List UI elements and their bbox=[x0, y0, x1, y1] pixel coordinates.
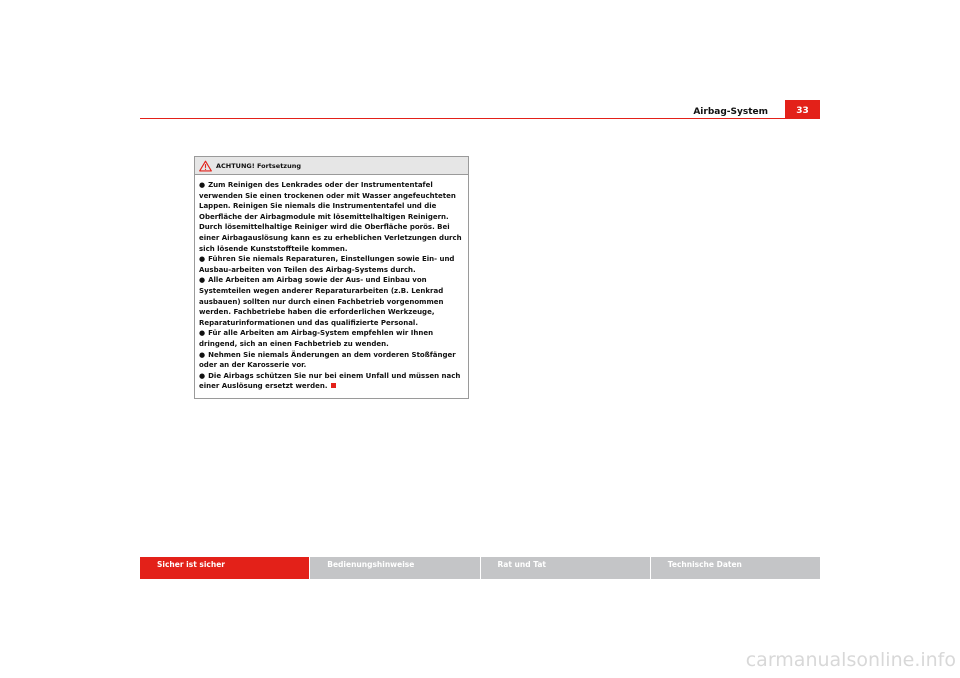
bullet-icon: ● bbox=[199, 181, 206, 189]
footer-tab-rat-und-tat[interactable]: Rat und Tat bbox=[481, 557, 650, 579]
warning-item-text: Zum Reinigen des Lenkrades oder der Instrumententafel verwenden Sie einen trockenen oder mit Wasser angefeuchteten Lappen. Reinigen Sie niemals die Instrumententafel und die Oberfläche der Airbagmodule mit lösemittelhaltigen Reinigern. Durch lösemittelhaltige Reiniger wird die Oberfläche porös. Bei einer Airbagauslösung kann es zu erheblichen Verletzungen durch sich lösende Kunststoffteile kommen. bbox=[199, 181, 462, 253]
warning-triangle-icon bbox=[199, 160, 212, 172]
bullet-icon: ● bbox=[199, 276, 206, 285]
warning-item bbox=[199, 350, 464, 371]
section-end-square-icon bbox=[331, 383, 336, 388]
bullet-icon: ● bbox=[199, 329, 206, 338]
warning-item bbox=[199, 254, 464, 275]
warning-item bbox=[199, 328, 464, 349]
warning-body bbox=[195, 175, 468, 392]
page-number: 33 bbox=[785, 100, 820, 119]
footer-tab-bedienungshinweise[interactable]: Bedienungshinweise bbox=[310, 557, 479, 579]
bullet-icon: ● bbox=[199, 255, 206, 264]
warning-box bbox=[194, 156, 469, 399]
footer-nav bbox=[140, 557, 820, 579]
warning-item-text: Nehmen Sie niemals Änderungen an dem vorderen Stoßfänger oder an der Karosserie vor. bbox=[199, 350, 456, 370]
watermark: carmanualsonline.info bbox=[745, 649, 956, 671]
footer-tab-technische-daten[interactable]: Technische Daten bbox=[651, 557, 820, 579]
warning-item bbox=[199, 180, 464, 254]
bullet-icon: ● bbox=[199, 371, 206, 380]
warning-item bbox=[199, 275, 464, 328]
footer-tab-sicher-ist-sicher[interactable]: Sicher ist sicher bbox=[140, 557, 309, 579]
header-divider bbox=[140, 118, 820, 119]
warning-item-text: Führen Sie niemals Reparaturen, Einstellungen sowie Ein- und Ausbau-arbeiten von Teilen des Airbag-Systems durch. bbox=[199, 255, 455, 274]
warning-item-text: Die Airbags schützen Sie nur bei einem Unfall und müssen nach einer Auslösung ersetzt werden. bbox=[199, 371, 461, 391]
bullet-icon: ● bbox=[199, 350, 206, 359]
warning-item bbox=[199, 371, 464, 392]
warning-header bbox=[195, 157, 468, 175]
warning-item-text: Alle Arbeiten am Airbag sowie der Aus- und Einbau von Systemteilen wegen anderer Reparaturarbeiten (z.B. Lenkrad ausbauen) sollten nur durch einen Fachbetrieb vorgenommen werden. Fachbetriebe haben die erforderlichen Werkzeuge, Reparaturinformationen und das qualifizierte Personal. bbox=[199, 276, 444, 327]
warning-item-text: Für alle Arbeiten am Airbag-System empfehlen wir Ihnen dringend, sich an einen Fachbetrieb zu wenden. bbox=[199, 329, 434, 348]
warning-label: ACHTUNG! Fortsetzung bbox=[216, 161, 301, 170]
page-title: Airbag-System bbox=[693, 107, 768, 117]
